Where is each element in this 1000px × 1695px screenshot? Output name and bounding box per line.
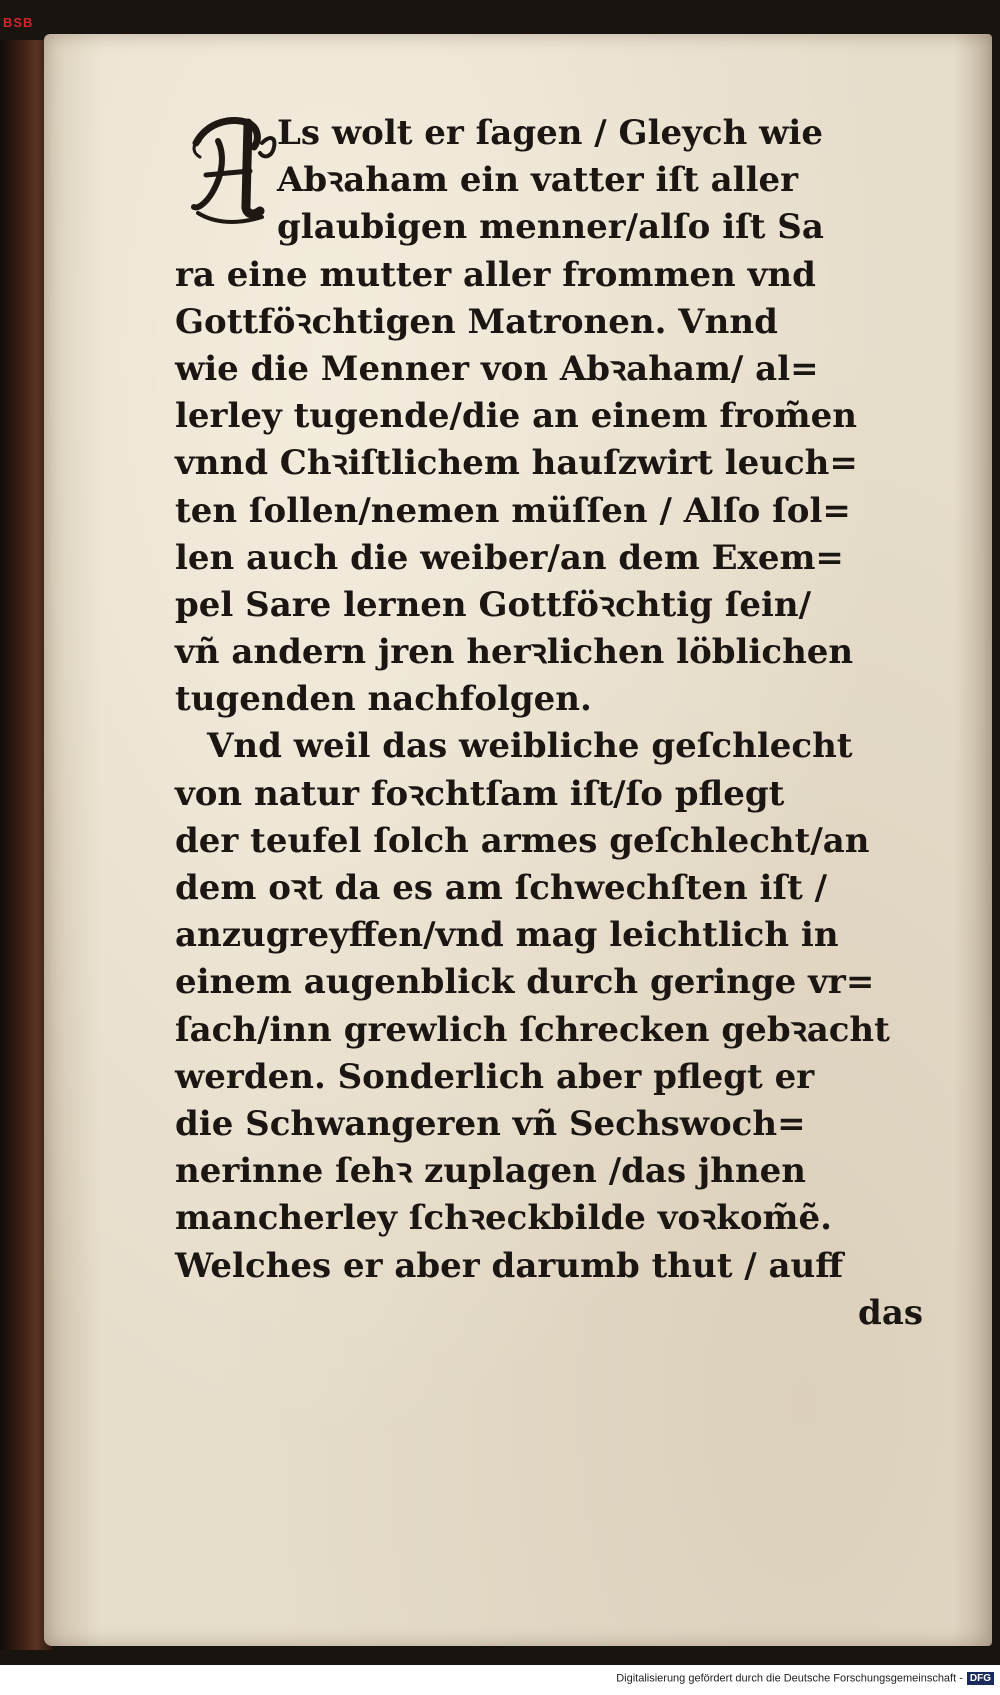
text-line: ten ſollen/nemen müſſen / Alſo ſol= [175,490,851,531]
catchword: das [858,1292,923,1333]
text-line: len auch die weiber/an dem Exem= [175,537,844,578]
text-line: tugenden nachfolgen. [175,679,592,720]
text-line: vñ andern jren herꝛlichen löblichen [175,632,854,673]
text-line: mancherley ſchꝛeckbilde voꝛkom̃ẽ. [175,1198,832,1239]
text-line: glaubigen menner/alſo iſt Sa [277,207,824,248]
bsb-logo: BSB [3,15,34,30]
text-line: pel Sare lernen Gottföꝛchtig ſein/ [175,584,812,625]
text-line: Welches er aber darumb thut / auff [175,1245,844,1286]
text-line: werden. Sonderlich aber pflegt er [175,1056,815,1097]
text-line: nerinne ſehꝛ zuplagen /das jhnen [175,1151,807,1192]
text-line: vnnd Chꝛiſtlichem hauſzwirt leuch= [175,443,858,484]
text-line: Abꝛaham ein vatter iſt aller [277,160,799,201]
text-line: wie die Menner von Abꝛaham/ al= [175,348,819,389]
text-line: Gottföꝛchtigen Matronen. Vnnd [175,301,778,342]
page-text [175,110,945,1337]
text-line: Ls wolt er ſagen / Gleych wie [277,113,823,153]
footer-text: Digitalisierung gefördert durch die Deutsche Forschungsgemeinschaft - [616,1672,963,1685]
text-line: anzugreyffen/vnd mag leichtlich in [175,915,839,956]
text-line: der teufel ſolch armes geſchlecht/an [175,820,870,861]
dfg-logo: DFG [967,1672,994,1685]
text-line: ſach/inn grewlich ſchrecken gebꝛacht [175,1009,890,1050]
text-line: dem oꝛt da es am ſchwechſten iſt / [175,868,828,908]
text-line: ra eine mutter aller frommen vnd [175,254,816,295]
text-line: die Schwangeren vñ Sechswoch= [175,1103,806,1144]
text-line: lerley tugende/die an einem from̃en [175,396,857,437]
text-line: einem augenblick durch geringe vr= [175,962,875,1003]
footer-credit [0,1672,994,1685]
text-line: von natur foꝛchtſam iſt/ſo pflegt [175,773,785,814]
text-line: Vnd weil das weibliche geſchlecht [207,726,853,767]
